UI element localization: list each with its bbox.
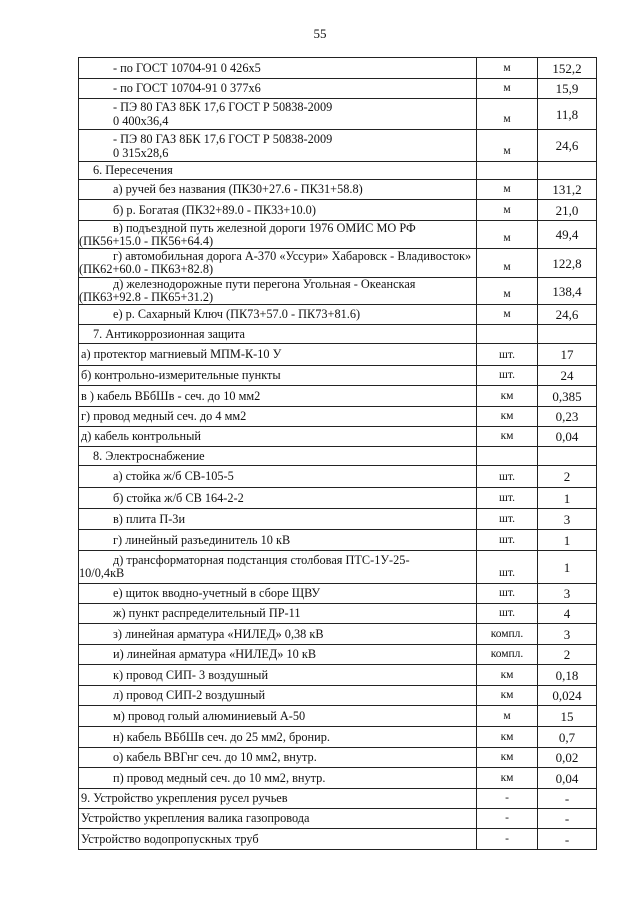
table-row	[79, 706, 597, 727]
item-unit	[477, 447, 538, 466]
item-unit: компл.	[477, 624, 538, 645]
item-name: з) линейная арматура «НИЛЕД» 0,38 кВ	[79, 624, 477, 645]
item-name: д) кабель контрольный	[79, 427, 477, 447]
item-unit: км	[477, 386, 538, 407]
item-quantity: 2	[538, 466, 597, 488]
item-name: 8. Электроснабжение	[79, 447, 477, 466]
item-name: - ПЭ 80 ГАЗ 8БК 17,6 ГОСТ Р 50838-2009 0 315х28,6	[79, 130, 477, 162]
item-unit: км	[477, 768, 538, 789]
item-name: Устройство укрепления валика газопровода	[79, 809, 477, 829]
item-name: - по ГОСТ 10704-91 0 426х5	[79, 58, 477, 79]
table-row	[79, 180, 597, 200]
item-quantity: 0,04	[538, 427, 597, 447]
item-name: н) кабель ВБбШв сеч. до 25 мм2, бронир.	[79, 727, 477, 748]
table-row	[79, 748, 597, 768]
item-unit: шт.	[477, 530, 538, 551]
item-quantity: 24	[538, 366, 597, 386]
item-name: г) линейный разъединитель 10 кВ	[79, 530, 477, 551]
item-unit: м	[477, 79, 538, 99]
item-name: г) автомобильная дорога А-370 «Уссури» Хабаровск - Владивосток» (ПК62+60.0 - ПК63+82.8)	[79, 249, 477, 278]
item-name: л) провод СИП-2 воздушный	[79, 686, 477, 706]
item-quantity: 49,4	[538, 221, 597, 249]
item-name: в) плита П-3и	[79, 509, 477, 530]
item-unit: км	[477, 427, 538, 447]
item-name: ж) пункт распределительный ПР-11	[79, 604, 477, 624]
table-row	[79, 344, 597, 366]
item-quantity: -	[538, 829, 597, 850]
item-unit: шт.	[477, 551, 538, 584]
table-row	[79, 221, 597, 249]
item-unit: м	[477, 221, 538, 249]
item-quantity: -	[538, 809, 597, 829]
item-unit: км	[477, 686, 538, 706]
table-row	[79, 789, 597, 809]
item-unit: шт.	[477, 466, 538, 488]
item-unit: м	[477, 305, 538, 325]
item-name: Устройство водопропускных труб	[79, 829, 477, 850]
table-row	[79, 427, 597, 447]
table-row	[79, 645, 597, 665]
item-name: - ПЭ 80 ГАЗ 8БК 17,6 ГОСТ Р 50838-2009 0 400х36,4	[79, 99, 477, 130]
item-unit: шт.	[477, 366, 538, 386]
item-unit: м	[477, 706, 538, 727]
table-row	[79, 829, 597, 850]
item-unit: шт.	[477, 509, 538, 530]
quantities-table	[78, 57, 597, 850]
item-quantity	[538, 162, 597, 180]
table-row	[79, 99, 597, 130]
item-quantity: 131,2	[538, 180, 597, 200]
item-name: в ) кабель ВБбШв - сеч. до 10 мм2	[79, 386, 477, 407]
table-body	[79, 58, 597, 850]
item-unit: шт.	[477, 584, 538, 604]
item-name: 9. Устройство укрепления русел ручьев	[79, 789, 477, 809]
table-row	[79, 604, 597, 624]
table-row	[79, 447, 597, 466]
item-unit: шт.	[477, 604, 538, 624]
item-unit: км	[477, 665, 538, 686]
item-name: м) провод голый алюминиевый А-50	[79, 706, 477, 727]
table-row	[79, 305, 597, 325]
item-quantity: 11,8	[538, 99, 597, 130]
item-quantity: 1	[538, 488, 597, 509]
item-quantity: 0,024	[538, 686, 597, 706]
page-number: 55	[313, 26, 327, 41]
item-unit: м	[477, 180, 538, 200]
table-row	[79, 386, 597, 407]
table-row	[79, 624, 597, 645]
table-row	[79, 407, 597, 427]
table-row	[79, 58, 597, 79]
item-unit: м	[477, 200, 538, 221]
item-unit: м	[477, 249, 538, 278]
item-quantity: 0,18	[538, 665, 597, 686]
item-unit: -	[477, 829, 538, 850]
item-quantity: 24,6	[538, 305, 597, 325]
item-name: а) ручей без названия (ПК30+27.6 - ПК31+58.8)	[79, 180, 477, 200]
item-quantity: 15	[538, 706, 597, 727]
table-row	[79, 278, 597, 305]
table-row	[79, 366, 597, 386]
item-quantity: 24,6	[538, 130, 597, 162]
item-unit	[477, 325, 538, 344]
item-unit: шт.	[477, 488, 538, 509]
table-row	[79, 249, 597, 278]
item-name: б) стойка ж/б СВ 164-2-2	[79, 488, 477, 509]
table-row	[79, 768, 597, 789]
item-quantity: 15,9	[538, 79, 597, 99]
item-quantity: 1	[538, 551, 597, 584]
item-unit: шт.	[477, 344, 538, 366]
item-quantity: 3	[538, 584, 597, 604]
item-quantity: 0,23	[538, 407, 597, 427]
item-unit: м	[477, 58, 538, 79]
item-quantity: 3	[538, 509, 597, 530]
table-row	[79, 727, 597, 748]
item-name: г) провод медный сеч. до 4 мм2	[79, 407, 477, 427]
item-unit: км	[477, 407, 538, 427]
item-quantity: 152,2	[538, 58, 597, 79]
item-quantity	[538, 447, 597, 466]
item-name: 7. Антикоррозионная защита	[79, 325, 477, 344]
item-name: е) щиток вводно-учетный в сборе ЩВУ	[79, 584, 477, 604]
item-quantity: 1	[538, 530, 597, 551]
item-unit: компл.	[477, 645, 538, 665]
table-row	[79, 466, 597, 488]
item-name: д) железнодорожные пути перегона Угольная - Океанская (ПК63+92.8 - ПК65+31.2)	[79, 278, 477, 305]
table-row	[79, 200, 597, 221]
table-row	[79, 551, 597, 584]
item-name: а) стойка ж/б СВ-105-5	[79, 466, 477, 488]
item-unit: м	[477, 278, 538, 305]
table-row	[79, 162, 597, 180]
table-row	[79, 530, 597, 551]
table-row	[79, 130, 597, 162]
item-quantity: 4	[538, 604, 597, 624]
table-row	[79, 509, 597, 530]
table-row	[79, 584, 597, 604]
table-row	[79, 488, 597, 509]
item-name: е) р. Сахарный Ключ (ПК73+57.0 - ПК73+81.6)	[79, 305, 477, 325]
item-quantity: 0,04	[538, 768, 597, 789]
item-unit: км	[477, 748, 538, 768]
table-row	[79, 686, 597, 706]
item-quantity: 21,0	[538, 200, 597, 221]
item-quantity	[538, 325, 597, 344]
item-quantity: 138,4	[538, 278, 597, 305]
item-name: б) контрольно-измерительные пункты	[79, 366, 477, 386]
item-name: о) кабель ВВГнг сеч. до 10 мм2, внутр.	[79, 748, 477, 768]
table-row	[79, 79, 597, 99]
item-quantity: 0,7	[538, 727, 597, 748]
item-unit: м	[477, 99, 538, 130]
item-name: а) протектор магниевый МПМ-К-10 У	[79, 344, 477, 366]
item-name: к) провод СИП- 3 воздушный	[79, 665, 477, 686]
item-quantity: 0,385	[538, 386, 597, 407]
item-unit	[477, 162, 538, 180]
item-name: б) р. Богатая (ПК32+89.0 - ПК33+10.0)	[79, 200, 477, 221]
item-unit: -	[477, 789, 538, 809]
item-quantity: -	[538, 789, 597, 809]
table-row	[79, 665, 597, 686]
item-name: - по ГОСТ 10704-91 0 377х6	[79, 79, 477, 99]
item-quantity: 3	[538, 624, 597, 645]
item-name: 6. Пересечения	[79, 162, 477, 180]
table-row	[79, 809, 597, 829]
table-row	[79, 325, 597, 344]
item-name: и) линейная арматура «НИЛЕД» 10 кВ	[79, 645, 477, 665]
item-unit: км	[477, 727, 538, 748]
item-unit: -	[477, 809, 538, 829]
item-name: в) подъездной путь железной дороги 1976 ОМИС МО РФ (ПК56+15.0 - ПК56+64.4)	[79, 221, 477, 249]
item-unit: м	[477, 130, 538, 162]
item-quantity: 122,8	[538, 249, 597, 278]
item-quantity: 0,02	[538, 748, 597, 768]
item-quantity: 2	[538, 645, 597, 665]
item-quantity: 17	[538, 344, 597, 366]
item-name: п) провод медный сеч. до 10 мм2, внутр.	[79, 768, 477, 789]
item-name: д) трансформаторная подстанция столбовая ПТС-1У-25- 10/0,4кВ	[79, 551, 477, 584]
